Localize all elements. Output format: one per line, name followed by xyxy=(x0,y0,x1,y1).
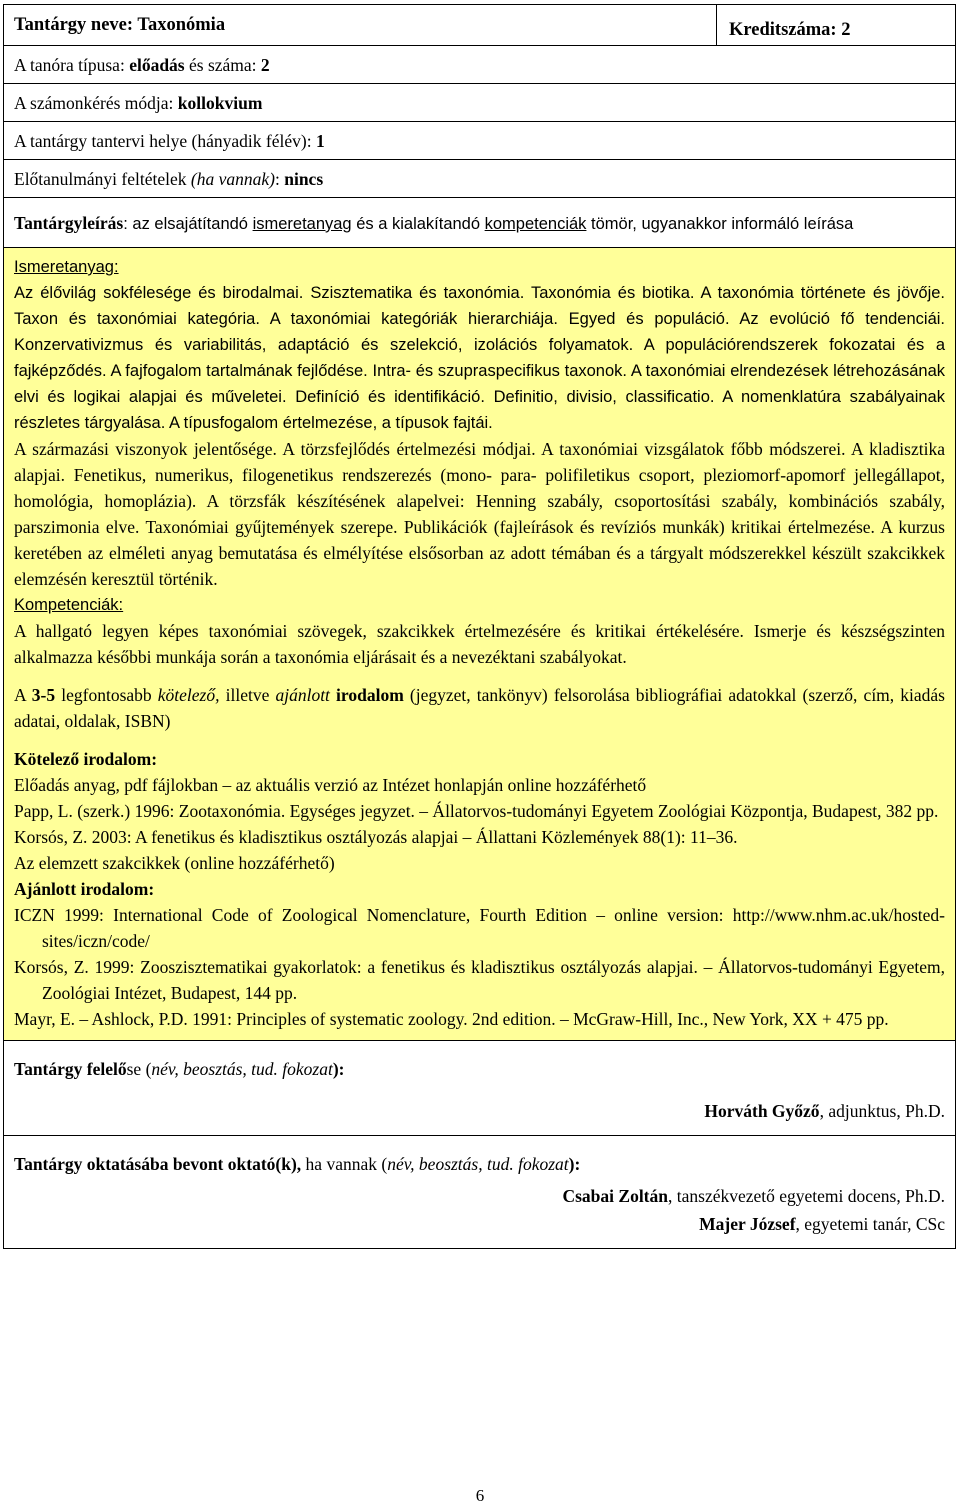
knowledge-text: Az élővilág sokfélesége és birodalmai. Szisztematika és taxonómia. Taxonómia és biotika. A taxonómia története és jövője. Taxon és taxonómiai kategória. A taxonómiai kategóriák hierarchiája. Egyed és populáció. Az evolúció fő tendenciái. Konzervativizmus és variabilitás, adaptáció és szelekció, izolációs folyamatok. A populációrendszerek fokozatai és a fajképződés. A fajfogalom tartalmának fejlődése. Intra- és szupraspecifikus taxonok. A taxonómiai elrendezések létrehozásának elvi és logikai alapjai és műveletei. Definíció és identifikáció. Definitio, divisio, classificatio. A nomenklatúra szabályainak részletes tárgyalása. A típusfogalom értelmezése, a típusok fajtái. xyxy=(14,284,945,432)
literature-item: ICZN 1999: International Code of Zoological Nomenclature, Fourth Edition – online version: http://www.nhm.ac.uk/hosted-sites/iczn/code/ xyxy=(14,905,945,951)
content-section xyxy=(3,248,956,1041)
page-number: 6 xyxy=(475,1486,485,1505)
lesson-type-row: A tanóra típusa: előadás és száma: 2 xyxy=(3,46,956,84)
subject-name: Tantárgy neve: Taxonómia xyxy=(14,15,226,35)
recommended-literature-heading: Ajánlott irodalom: xyxy=(14,879,155,899)
knowledge-heading: Ismeretanyag: xyxy=(14,258,119,276)
literature-item: Az elemzett szakcikkek (online hozzáférhető) xyxy=(14,853,335,873)
competencies-text: A hallgató legyen képes taxonómiai szövegek, szakcikkek értelmezésére és kritikai értékelésére. Ismerje és készségszinten alkalmazza későbbi munkája során a taxonómia eljárásait és a nevezéktani szabályokat. xyxy=(14,621,945,667)
prerequisites-row: Előtanulmányi feltételek (ha vannak): nincs xyxy=(3,160,956,198)
responsible-label: Tantárgy felelőse (név, beosztás, tud. fokozat): xyxy=(14,1059,345,1079)
literature-item: Mayr, E. – Ashlock, P.D. 1991: Principles of systematic zoology. 2nd edition. – McGraw-Hill, Inc., New York, XX + 475 pp. xyxy=(14,1009,889,1029)
responsible-row xyxy=(3,1041,956,1136)
instructor: Majer József, egyetemi tanár, CSc xyxy=(699,1214,945,1234)
knowledge-text-2: A származási viszonyok jelentősége. A törzsfejlődés értelmezési módjai. A taxonómiai vizsgálatok főbb módszerei. A kladisztika alapjai. Fenetikus, numerikus, filogenetikus rendszerezés (mono- para- polifiletikus csoport, pleziomorf-apomorf jellegállapot, homológia, homoplázia). A törzsfák készítésének alapelvei: Henning szabály, csoportosítási szabály, kombinációs szabály, parszimonia elve. Taxonómiai gyűjtemények szerepe. Publikációk (fajleírások és revíziós munkák) kritikai értelmezése. A kurzus keretében az elméleti anyag bemutatása és elmélyítése elsősorban az adott témában és a tárgyalt módszerekkel készült szakcikkek elemzésén keresztül történik. xyxy=(14,439,945,589)
header-row xyxy=(3,4,956,46)
instructors-label: Tantárgy oktatásába bevont oktató(k), ha vannak (név, beosztás, tud. fokozat): xyxy=(14,1154,581,1174)
mandatory-literature-heading: Kötelező irodalom: xyxy=(14,749,158,769)
literature-item: Korsós, Z. 1999: Zooszisztematikai gyakorlatok: a fenetikus és kladisztikus osztályozás alapjai. – Állatorvos-tudományi Egyetem, Zoológiai Intézet, Budapest, 144 pp. xyxy=(14,957,945,1003)
literature-item: Korsós, Z. 2003: A fenetikus és kladisztikus osztályozás alapjai – Állattani Közlemények 88(1): 11–36. xyxy=(14,827,738,847)
instructor: Csabai Zoltán, tanszékvezető egyetemi docens, Ph.D. xyxy=(562,1186,945,1206)
literature-item: Előadás anyag, pdf fájlokban – az aktuális verzió az Intézet honlapján online hozzáférhető xyxy=(14,775,647,795)
responsible-person: Horváth Győző, adjunktus, Ph.D. xyxy=(704,1101,945,1121)
credits: Kreditszáma: 2 xyxy=(716,5,955,45)
semester-row: A tantárgy tantervi helye (hányadik félév): 1 xyxy=(3,122,956,160)
course-sheet xyxy=(3,4,956,1249)
competencies-heading: Kompetenciák: xyxy=(14,596,124,614)
exam-type-row: A számonkérés módja: kollokvium xyxy=(3,84,956,122)
literature-intro: A 3-5 legfontosabb kötelező, illetve ajánlott irodalom (jegyzet, tankönyv) felsorolása bibliográfiai adatokkal (szerző, cím, kiadás adatai, oldalak, ISBN) xyxy=(14,685,945,731)
instructors-row xyxy=(3,1136,956,1249)
literature-item: Papp, L. (szerk.) 1996: Zootaxonómia. Egységes jegyzet. – Állatorvos-tudományi Egyetem Zoológiai Központja, Budapest, 382 pp. xyxy=(14,801,939,821)
course-description-row: Tantárgyleírás: az elsajátítandó ismeretanyag és a kialakítandó kompetenciák tömör, ugyanakkor informáló leírása xyxy=(3,198,956,248)
